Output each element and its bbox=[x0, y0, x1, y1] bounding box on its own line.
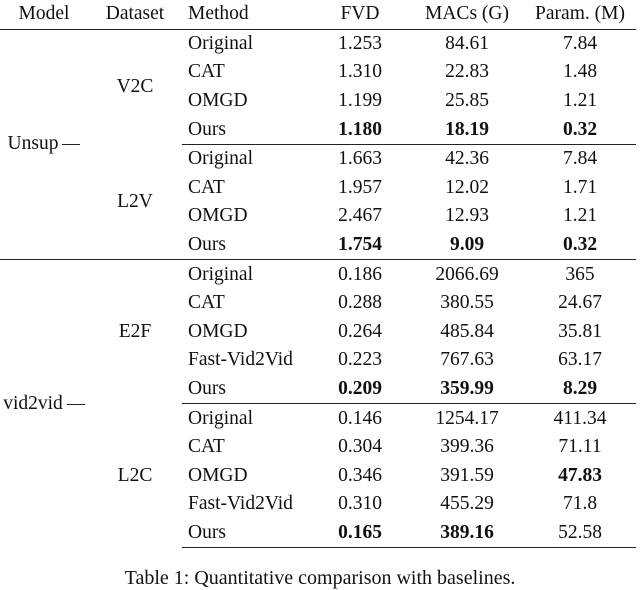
method-cell: Original bbox=[182, 144, 310, 173]
method-cell: Ours bbox=[188, 234, 226, 256]
param-cell: 71.11 bbox=[558, 436, 602, 458]
model-label: Unsup bbox=[8, 130, 81, 158]
fvd-cell: 0.304 bbox=[338, 436, 382, 458]
header-fvd: FVD bbox=[310, 0, 410, 29]
param-cell: 0.32 bbox=[562, 118, 598, 140]
param-cell: 365 bbox=[524, 260, 636, 289]
macs-cell: 1254.17 bbox=[410, 404, 524, 433]
model-label: vid2vid bbox=[3, 390, 85, 418]
header-row bbox=[0, 0, 636, 29]
fvd-cell: 1.754 bbox=[338, 234, 382, 256]
macs-cell: 455.29 bbox=[440, 493, 494, 515]
fvd-cell: 0.264 bbox=[338, 320, 382, 342]
macs-cell: 359.99 bbox=[440, 378, 494, 400]
param-cell: 71.8 bbox=[562, 493, 598, 515]
fvd-cell: 1.957 bbox=[338, 176, 382, 198]
param-cell: 7.84 bbox=[562, 32, 598, 54]
fvd-cell: 1.180 bbox=[338, 118, 382, 140]
fvd-cell: 1.310 bbox=[338, 61, 382, 83]
method-cell: CAT bbox=[188, 61, 225, 83]
param-cell: 35.81 bbox=[558, 320, 602, 342]
macs-cell: 25.85 bbox=[445, 90, 489, 112]
header-param: Param. (M) bbox=[524, 0, 636, 29]
fvd-cell: 0.146 bbox=[310, 404, 410, 433]
fvd-cell: 0.209 bbox=[338, 378, 382, 400]
param-cell: 1.71 bbox=[562, 176, 598, 198]
param-cell: 24.67 bbox=[558, 292, 602, 314]
macs-cell: 2066.69 bbox=[410, 260, 524, 289]
model-cell bbox=[0, 29, 88, 260]
method-cell: OMGD bbox=[188, 205, 248, 227]
fvd-cell: 0.310 bbox=[338, 493, 382, 515]
fvd-cell: 0.186 bbox=[310, 260, 410, 289]
fvd-cell: 1.663 bbox=[310, 144, 410, 173]
method-cell: Fast-Vid2Vid bbox=[188, 493, 293, 515]
fvd-cell: 0.223 bbox=[338, 349, 382, 371]
fvd-cell: 0.165 bbox=[310, 519, 410, 548]
macs-cell: 12.93 bbox=[445, 205, 489, 227]
table-body bbox=[0, 29, 636, 548]
macs-cell: 391.59 bbox=[440, 464, 494, 486]
method-cell: Original bbox=[188, 32, 253, 54]
dataset-cell: V2C bbox=[116, 76, 154, 98]
method-cell: Ours bbox=[188, 378, 226, 400]
macs-cell: 9.09 bbox=[449, 234, 485, 256]
method-cell: Ours bbox=[188, 118, 226, 140]
header-macs: MACs (G) bbox=[410, 0, 524, 29]
method-cell: OMGD bbox=[188, 320, 248, 342]
macs-cell: 399.36 bbox=[440, 436, 494, 458]
method-cell: Original bbox=[182, 404, 310, 433]
param-cell: 7.84 bbox=[524, 144, 636, 173]
table-header bbox=[0, 0, 636, 29]
param-cell: 411.34 bbox=[524, 404, 636, 433]
method-cell: Fast-Vid2Vid bbox=[188, 349, 293, 371]
macs-cell: 485.84 bbox=[440, 320, 494, 342]
macs-cell: 18.19 bbox=[445, 118, 489, 140]
macs-cell: 22.83 bbox=[445, 61, 489, 83]
method-cell: Ours bbox=[182, 519, 310, 548]
table-row bbox=[0, 260, 636, 289]
fvd-cell: 0.346 bbox=[338, 464, 382, 486]
method-cell: CAT bbox=[188, 436, 225, 458]
macs-cell: 12.02 bbox=[445, 176, 489, 198]
method-cell: CAT bbox=[188, 176, 225, 198]
fvd-cell: 1.253 bbox=[338, 32, 382, 54]
method-cell: OMGD bbox=[188, 464, 248, 486]
fvd-cell: 2.467 bbox=[338, 205, 382, 227]
dataset-cell: L2C bbox=[117, 464, 153, 486]
header-model: Model bbox=[0, 0, 88, 29]
param-cell: 0.32 bbox=[562, 234, 598, 256]
macs-cell: 380.55 bbox=[440, 292, 494, 314]
param-cell: 1.21 bbox=[562, 90, 598, 112]
table-row bbox=[0, 404, 636, 433]
header-dataset: Dataset bbox=[88, 0, 182, 29]
table-caption: Table 1: Quantitative comparison with baselines. bbox=[124, 567, 516, 589]
fvd-cell: 0.288 bbox=[338, 292, 382, 314]
param-cell: 1.48 bbox=[562, 61, 598, 83]
model-cell bbox=[0, 260, 88, 548]
macs-cell: 42.36 bbox=[410, 144, 524, 173]
fvd-cell: 1.199 bbox=[338, 90, 382, 112]
param-cell: 8.29 bbox=[562, 378, 598, 400]
dataset-cell: E2F bbox=[88, 260, 182, 404]
param-cell: 1.21 bbox=[562, 205, 598, 227]
macs-cell: 767.63 bbox=[440, 349, 494, 371]
param-cell: 47.83 bbox=[558, 464, 602, 486]
method-cell: CAT bbox=[188, 292, 225, 314]
macs-cell: 84.61 bbox=[445, 32, 489, 54]
dataset-cell: L2V bbox=[117, 190, 153, 212]
header-method: Method bbox=[182, 0, 310, 29]
table-row bbox=[0, 29, 636, 58]
param-cell: 63.17 bbox=[558, 349, 602, 371]
macs-cell: 389.16 bbox=[410, 519, 524, 548]
param-cell: 52.58 bbox=[524, 519, 636, 548]
table-row bbox=[0, 144, 636, 173]
method-cell: Original bbox=[182, 260, 310, 289]
method-cell: OMGD bbox=[188, 90, 248, 112]
